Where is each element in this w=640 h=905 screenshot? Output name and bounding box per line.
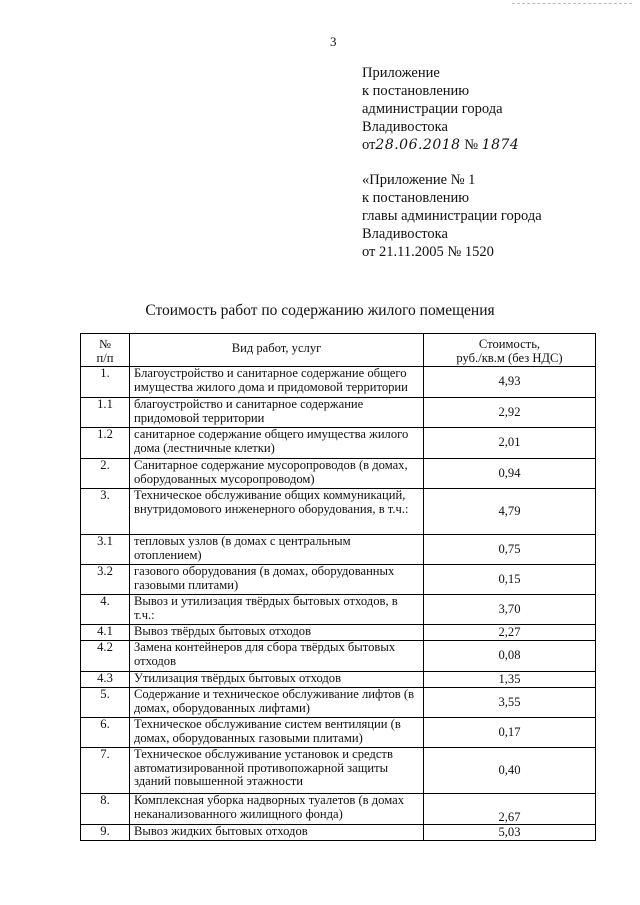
table-row [81,688,596,718]
row-work-type: Техническое обслуживание установок и средств автоматизированной противопожарной защиты зданий повышенной этажности [130,748,424,794]
row-number: 6. [81,718,130,748]
row-work-type: Вывоз и утилизация твёрдых бытовых отходов, в т.ч.: [130,595,424,625]
row-number: 9. [81,825,130,841]
header-work-type: Вид работ, услуг [130,334,424,367]
row-number: 5. [81,688,130,718]
orig-appendix-line: от 21.11.2005 № 1520 [362,244,494,260]
row-cost: 0,40 [424,748,596,794]
row-work-type: Комплексная уборка надворных туалетов (в домах неканализованного жилищного фонда) [130,794,424,825]
row-number: 4.3 [81,672,130,688]
row-cost: 0,75 [424,535,596,565]
orig-appendix-line: главы администрации города [362,208,542,224]
row-number: 1.1 [81,398,130,428]
table-row [81,794,596,825]
row-number: 3.1 [81,535,130,565]
row-cost: 2,27 [424,625,596,641]
appendix-line: администрации города [362,101,503,117]
orig-appendix-line: к постановлению [362,190,470,206]
row-work-type: Благоустройство и санитарное содержание общего имущества жилого дома и придомовой территории [130,367,424,398]
table-row [81,535,596,565]
table-row [81,625,596,641]
appendix-date-line [362,136,542,154]
table-row [81,595,596,625]
row-cost: 0,17 [424,718,596,748]
scan-edge-line [512,3,632,5]
row-number: 3.2 [81,565,130,595]
row-cost: 3,70 [424,595,596,625]
row-work-type: Техническое обслуживание общих коммуникаций, внутридомового инженерного оборудования, в т.ч.: [130,489,424,535]
row-number: 1.2 [81,428,130,459]
appendix-line: Владивостока [362,119,448,135]
row-cost: 5,03 [424,825,596,841]
handwritten-date: 28.06.2018 [375,137,461,153]
appendix-line: к постановлению [362,83,470,99]
table-row [81,428,596,459]
table-row [81,565,596,595]
date-prefix: от [362,137,376,153]
row-work-type: Замена контейнеров для сбора твёрдых бытовых отходов [130,641,424,672]
row-cost: 4,79 [424,489,596,535]
row-cost: 1,35 [424,672,596,688]
cost-table [80,333,596,841]
row-cost: 0,94 [424,459,596,489]
number-prefix: № [464,137,479,153]
table-row [81,641,596,672]
appendix-header [362,64,542,261]
row-cost: 0,08 [424,641,596,672]
row-cost: 4,93 [424,367,596,398]
row-work-type: Вывоз твёрдых бытовых отходов [130,625,424,641]
row-work-type: Содержание и техническое обслуживание лифтов (в домах, оборудованных лифтами) [130,688,424,718]
table-row [81,718,596,748]
table-row [81,672,596,688]
row-cost: 3,55 [424,688,596,718]
table-row [81,489,596,535]
row-number: 2. [81,459,130,489]
row-cost: 2,01 [424,428,596,459]
row-number: 8. [81,794,130,825]
row-number: 4. [81,595,130,625]
row-work-type: Вывоз жидких бытовых отходов [130,825,424,841]
row-number: 4.2 [81,641,130,672]
row-cost: 2,67 [424,794,596,825]
row-number: 4.1 [81,625,130,641]
table-header-row [81,334,596,367]
row-work-type: благоустройство и санитарное содержание придомовой территории [130,398,424,428]
document-title: Стоимость работ по содержанию жилого помещения [145,302,495,319]
row-cost: 0,15 [424,565,596,595]
orig-appendix-line: Владивостока [362,226,448,242]
table-row [81,459,596,489]
header-number: № п/п [81,334,130,367]
row-work-type: тепловых узлов (в домах с центральным отоплением) [130,535,424,565]
row-work-type: санитарное содержание общего имущества жилого дома (лестничные клетки) [130,428,424,459]
row-work-type: Техническое обслуживание систем вентиляции (в домах, оборудованных газовыми плитами) [130,718,424,748]
page-number: 3 [330,34,337,49]
appendix-line: Приложение [362,65,440,81]
orig-appendix-line: «Приложение № 1 [362,172,476,188]
header-cost: Стоимость, руб./кв.м (без НДС) [424,334,596,367]
row-number: 7. [81,748,130,794]
row-work-type: Санитарное содержание мусоропроводов (в домах, оборудованных мусоропроводом) [130,459,424,489]
table-row [81,748,596,794]
row-cost: 2,92 [424,398,596,428]
row-number: 3. [81,489,130,535]
row-number: 1. [81,367,130,398]
row-work-type: газового оборудования (в домах, оборудованных газовыми плитами) [130,565,424,595]
table-row [81,398,596,428]
handwritten-number: 1874 [481,137,520,153]
table-row [81,367,596,398]
row-work-type: Утилизация твёрдых бытовых отходов [130,672,424,688]
table-row [81,825,596,841]
